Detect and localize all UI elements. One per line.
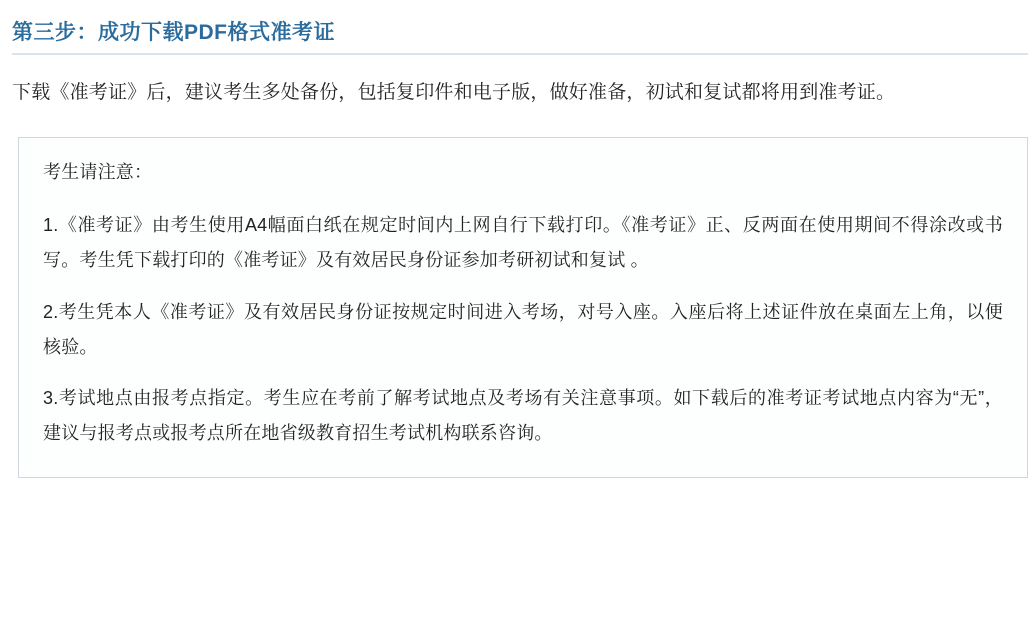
notice-item-2: 2.考生凭本人《准考证》及有效居民身份证按规定时间进入考场，对号入座。入座后将上述证件放在桌面左上角，以便核验。 [43,301,1003,357]
notice-box [18,137,1028,478]
intro-paragraph: 下载《准考证》后，建议考生多处备份，包括复印件和电子版，做好准备，初试和复试都将用到准考证。 [12,82,896,104]
title-divider [12,53,1028,55]
notice-heading: 考生请注意： [43,161,153,182]
notice-item-3: 3.考试地点由报考点指定。考生应在考前了解考试地点及考场有关注意事项。如下载后的准考证考试地点内容为“无”， 建议与报考点或报考点所在地省级教育招生考试机构联系咨询。 [43,387,1003,443]
page-title: 第三步：成功下载PDF格式准考证 [12,21,335,44]
notice-item-1: 1.《准考证》由考生使用A4幅面白纸在规定时间内上网自行下载打印。《准考证》正、反两面在使用期间不得涂改或书写。考生凭下载打印的《准考证》及有效居民身份证参加考研初试和复试 。 [43,215,1003,271]
